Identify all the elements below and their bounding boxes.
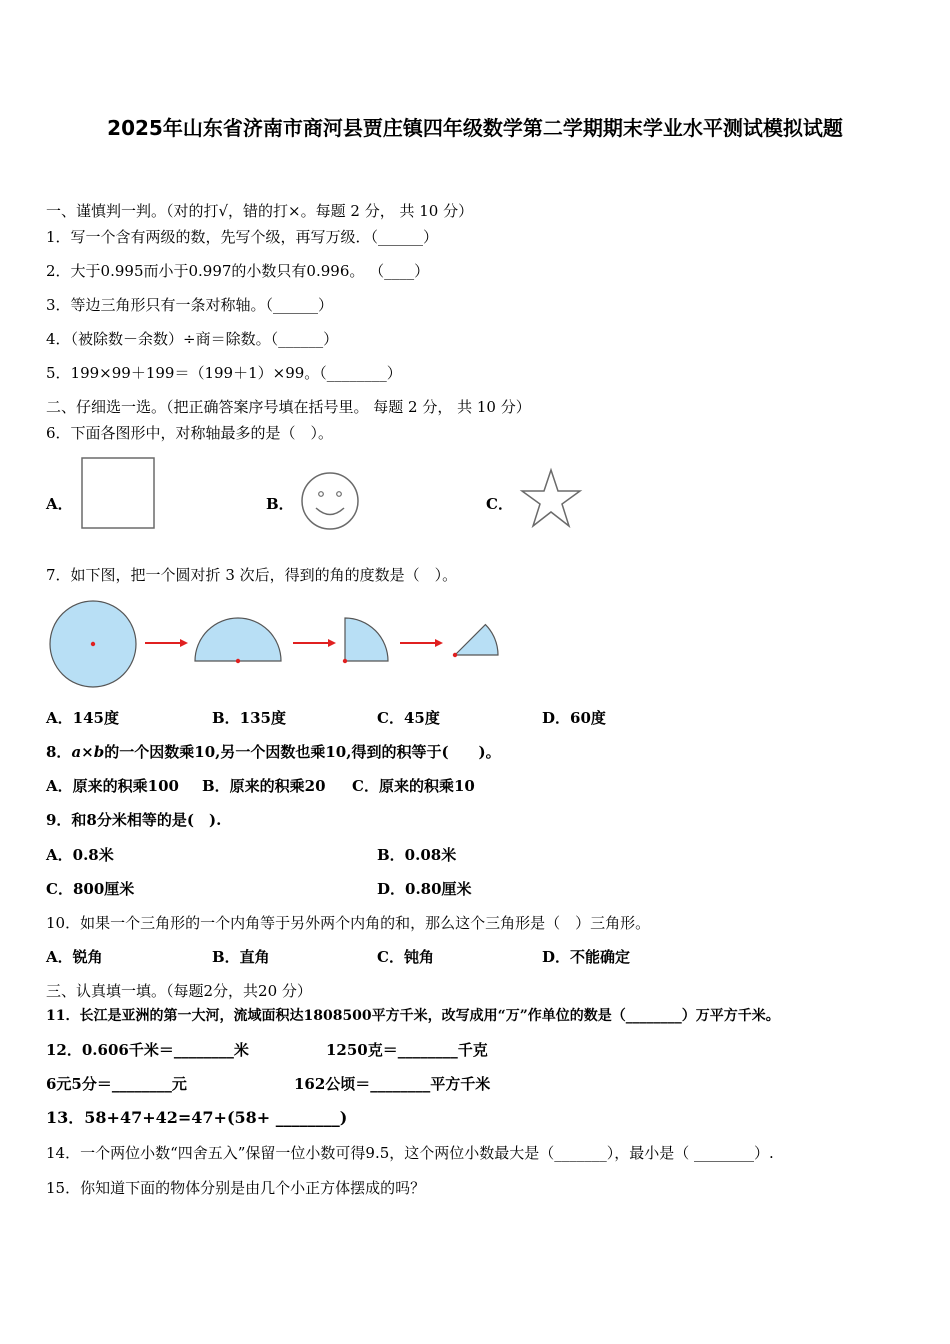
q7-option-a: A．145度 (46, 709, 119, 727)
q6-option-b: B． (266, 495, 294, 513)
q7-option-d: D．60度 (542, 709, 606, 727)
question-8: 8．a×b的一个因数乘10,另一个因数也乘10,得到的积等于( )。 (46, 743, 501, 761)
question-4: 4．（被除数－余数）÷商＝除数。（______） (46, 330, 339, 348)
semicircle-figure (195, 618, 281, 663)
q7-option-c: C．45度 (377, 709, 440, 727)
q6-option-c: C． (486, 495, 513, 513)
smiley-face-figure (300, 471, 360, 531)
section-1-heading: 一、谨慎判一判。（对的打√，错的打×。每题 2 分， 共 10 分） (46, 202, 474, 220)
q10-option-c: C．钝角 (377, 948, 434, 966)
q9-option-d: D．0.80厘米 (377, 880, 472, 898)
question-1: 1．写一个含有两级的数，先写个级，再写万级．（______） (46, 228, 439, 246)
q8-option-b: B．原来的积乘20 (202, 777, 326, 795)
page-title: 2025年山东省济南市商河县贾庄镇四年级数学第二学期期末学业水平测试模拟试题 (107, 116, 843, 140)
q10-option-d: D．不能确定 (542, 948, 631, 966)
question-6: 6．下面各图形中，对称轴最多的是（ ）。 (46, 424, 334, 442)
question-13: 13．58+47+42=47+(58+ ________) (46, 1108, 348, 1127)
question-12-part-3: 6元5分＝________元 (46, 1075, 187, 1093)
full-circle-figure (50, 601, 136, 687)
question-12-part-4: 162公顷＝________平方千米 (294, 1075, 491, 1093)
question-2: 2．大于0.995而小于0.997的小数只有0.996。 （____） (46, 262, 430, 280)
section-3-heading: 三、认真填一填。（每题2分，共20 分） (46, 982, 312, 1000)
q8-option-c: C．原来的积乘10 (352, 777, 475, 795)
q8-option-a: A．原来的积乘100 (46, 777, 179, 795)
question-5: 5．199×99＋199＝（199＋1）×99。（________） (46, 364, 402, 382)
question-9: 9．和8分米相等的是( ). (46, 811, 222, 829)
arrow-icon (293, 639, 336, 647)
q9-option-c: C．800厘米 (46, 880, 135, 898)
question-12-part-1: 12．0.606千米＝________米 (46, 1041, 249, 1059)
star-figure (519, 468, 583, 530)
q6-option-a: A． (46, 495, 73, 513)
question-12-part-2: 1250克＝________千克 (326, 1041, 488, 1059)
question-3: 3．等边三角形只有一条对称轴。（______） (46, 296, 334, 314)
q10-option-b: B．直角 (212, 948, 270, 966)
arrow-icon (400, 639, 443, 647)
question-10: 10．如果一个三角形的一个内角等于另外两个内角的和，那么这个三角形是（ ）三角形。 (46, 914, 651, 932)
question-7: 7．如下图，把一个圆对折 3 次后，得到的角的度数是（ ）。 (46, 566, 458, 584)
circle-folding-diagram (48, 600, 508, 692)
q9-option-a: A．0.8米 (46, 846, 114, 864)
question-11: 11．长江是亚洲的第一大河，流域面积达1808500平方千米，改写成用“万”作单位的数是（________）万平方千米。 (46, 1008, 780, 1024)
arrow-icon (145, 639, 188, 647)
eighth-circle-figure (453, 625, 498, 658)
square-figure (80, 456, 158, 530)
question-14: 14．一个两位小数“四舍五入”保留一位小数可得9.5，这个两位小数最大是（_______），最小是（ ________）. (46, 1144, 774, 1162)
question-15: 15．你知道下面的物体分别是由几个小正方体摆成的吗？ (46, 1179, 426, 1197)
q10-option-a: A．锐角 (46, 948, 103, 966)
q9-option-b: B．0.08米 (377, 846, 457, 864)
section-2-heading: 二、仔细选一选。（把正确答案序号填在括号里。 每题 2 分， 共 10 分） (46, 398, 531, 416)
quarter-circle-figure (343, 618, 388, 663)
q7-option-b: B．135度 (212, 709, 286, 727)
